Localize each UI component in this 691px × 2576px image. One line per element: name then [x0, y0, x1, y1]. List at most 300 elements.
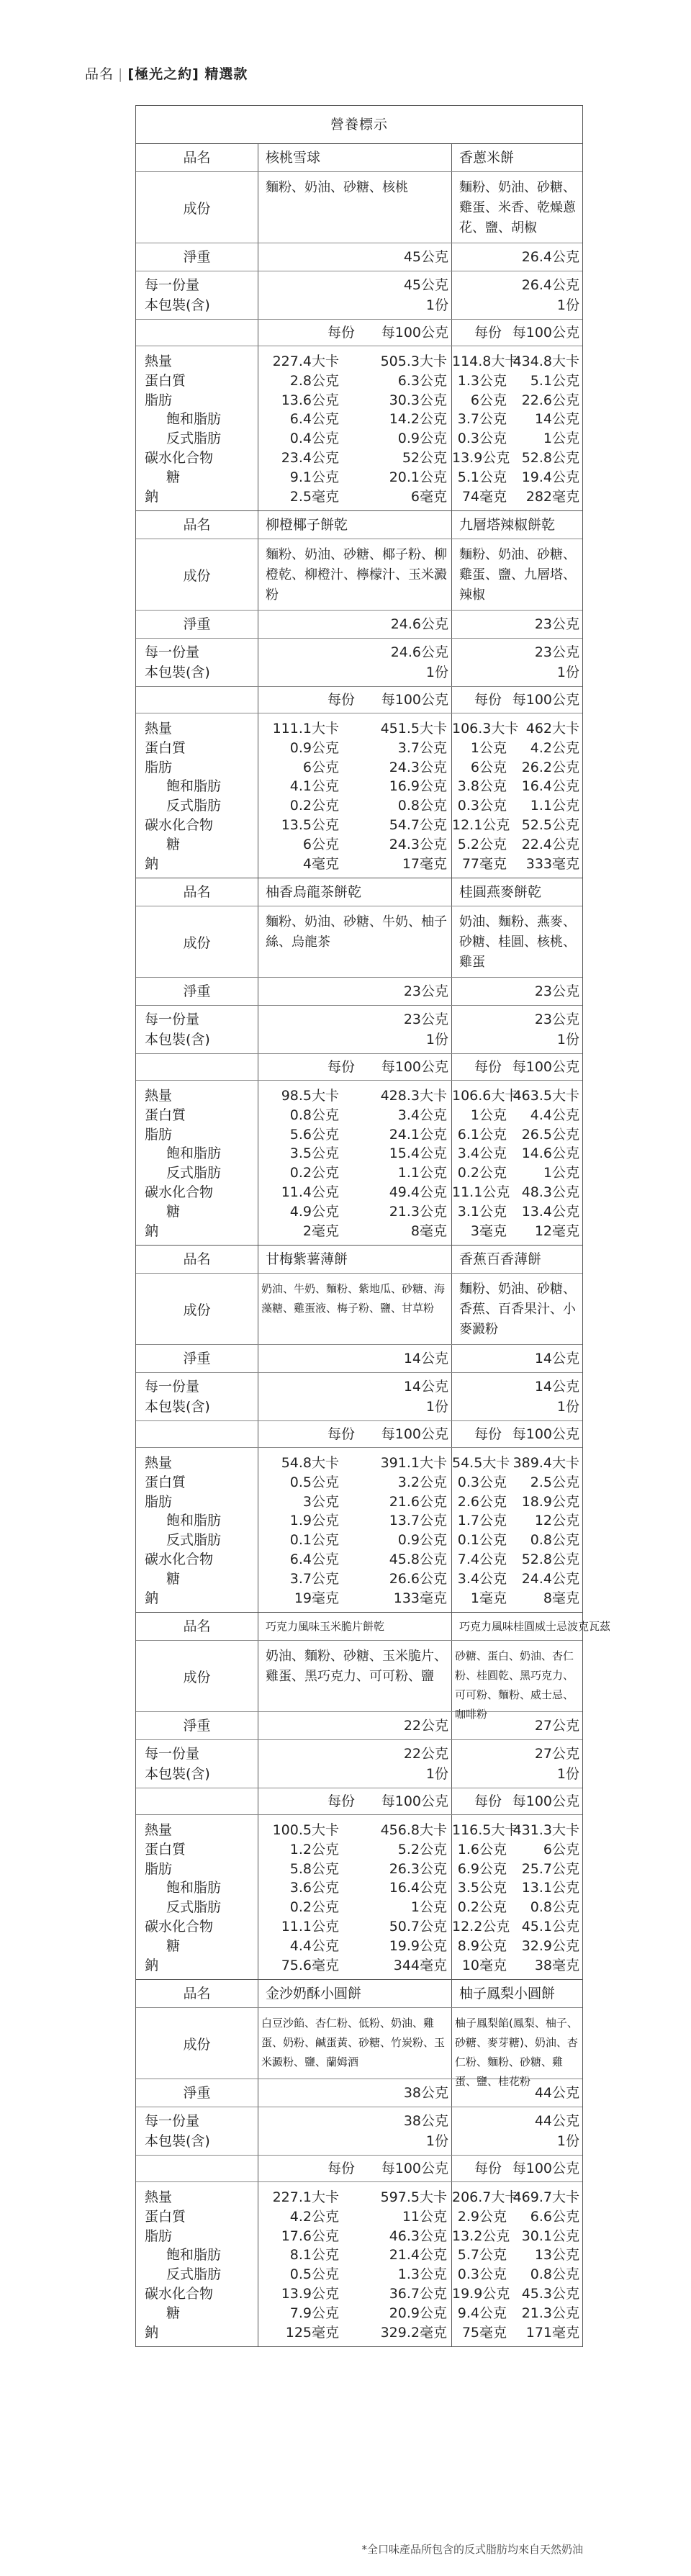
- per-100g-carb: 48.3公克: [521, 1184, 579, 1200]
- column-header-row: [136, 1054, 582, 1081]
- per-100g-trans: 0.9公克: [397, 431, 447, 447]
- per-serving-protein: 2.8公克: [289, 372, 339, 389]
- per-serving-energy: 227.4大卡: [272, 353, 339, 369]
- net-weight-left: 24.6公克: [258, 611, 452, 638]
- per-serving-header: 每份: [327, 2161, 355, 2176]
- nutrient-label-carb: 碳水化合物: [145, 1918, 214, 1935]
- per-100g-energy: 451.5大卡: [380, 721, 447, 737]
- per-serving-fat: 5.6公克: [289, 1126, 339, 1143]
- per-100g-energy: 391.1大卡: [380, 1455, 447, 1471]
- column-header-row: [136, 2156, 582, 2182]
- per-100g-protein: 2.5公克: [530, 1474, 579, 1490]
- serving-size: 22公克: [403, 1746, 448, 1762]
- serving-size: 45公克: [403, 277, 448, 293]
- per-100g-column: [507, 1454, 579, 1608]
- product-block: [136, 878, 582, 1246]
- per-serving-column: [452, 352, 519, 506]
- nutrient-label-protein: 蛋白質: [145, 2208, 186, 2225]
- per-serving-carb: 11.1公克: [452, 1184, 510, 1200]
- nutrient-label-fat: 脂肪: [145, 1860, 173, 1877]
- per-serving-carb: 13.5公克: [281, 816, 339, 833]
- per-100g-energy: 456.8大卡: [380, 1822, 447, 1838]
- nutrient-values-left: [258, 2182, 452, 2346]
- net-weight-left: 45公克: [258, 243, 452, 271]
- per-100g-energy: 389.4大卡: [512, 1455, 579, 1471]
- net-weight-row: [136, 1712, 582, 1740]
- per-serving-protein: 4.2公克: [289, 2208, 339, 2225]
- net-weight-right: 44公克: [534, 2085, 579, 2101]
- per-100g-protein: 3.2公克: [397, 1474, 447, 1490]
- per-serving-column: [452, 2188, 519, 2342]
- nutrient-labels: [136, 713, 258, 878]
- per-serving-energy: 206.7大卡: [452, 2189, 519, 2205]
- per-serving-fat: 6.9公克: [457, 1860, 507, 1877]
- per-serving-carb: 11.4公克: [281, 1184, 339, 1200]
- per-100g-sat: 13.7公克: [389, 1513, 447, 1529]
- nutrient-values-left: [258, 346, 452, 510]
- ingredients-right: 柚子鳳梨餡(鳳梨、柚子、砂糖、麥芽糖)、奶油、杏仁粉、麵粉、砂糖、雞蛋、鹽、桂花粉: [455, 2017, 578, 2088]
- product-block: [136, 1246, 582, 1613]
- ingredients-left: 白豆沙餡、杏仁粉、低粉、奶油、雞蛋、奶粉、鹹蛋黃、砂糖、竹炭粉、玉米澱粉、鹽、蘭姆酒: [258, 2008, 452, 2079]
- serving-size-label: 每一份量: [145, 1746, 200, 1762]
- per-100g-sugar: 26.6公克: [389, 1570, 447, 1587]
- ingredients-label: 成份: [136, 1274, 258, 1344]
- per-serving-sugar: 9.4公克: [457, 2305, 507, 2321]
- per-serving-energy: 98.5大卡: [281, 1088, 339, 1104]
- per-serving-sodium: 2毫克: [302, 1222, 339, 1239]
- per-100g-sodium: 282毫克: [525, 488, 579, 505]
- serving-label: [136, 2107, 258, 2155]
- nutrient-values-left: [258, 1815, 452, 1979]
- header-blank: [136, 1054, 258, 1080]
- per-100g-header: 每100公克: [512, 1426, 579, 1442]
- per-serving-sodium: 74毫克: [461, 488, 507, 505]
- name-label: 品名: [136, 878, 258, 906]
- per-100g-fat: 30.3公克: [389, 392, 447, 408]
- per-100g-protein: 11公克: [402, 2208, 447, 2225]
- name-label: 品名: [136, 1613, 258, 1640]
- serving-size: 38公克: [403, 2113, 448, 2129]
- per-100g-fat: 24.1公克: [389, 1126, 447, 1143]
- per-100g-fat: 46.3公克: [389, 2228, 447, 2244]
- per-serving-sodium: 77毫克: [461, 855, 507, 872]
- per-serving-fat: 6.1公克: [457, 1126, 507, 1143]
- nutrient-labels: [136, 346, 258, 510]
- per-100g-header: 每100公克: [381, 1426, 448, 1442]
- servings-per-package-label: 本包裝(含): [145, 1766, 210, 1782]
- product-name-left: 核桃雪球: [258, 144, 452, 171]
- per-100g-sugar: 21.3公克: [389, 1203, 447, 1220]
- per-serving-sat: 3.6公克: [289, 1880, 339, 1896]
- per-serving-energy: 54.8大卡: [281, 1455, 339, 1471]
- nutrient-label-sugar: 糖: [166, 2305, 181, 2321]
- nutrient-label-protein: 蛋白質: [145, 1107, 186, 1123]
- nutrient-label-sodium: 鈉: [145, 2324, 159, 2341]
- per-100g-energy: 469.7大卡: [512, 2189, 579, 2205]
- nutrient-values-right: [452, 1081, 582, 1245]
- servings-count: 1份: [425, 1399, 448, 1415]
- per-serving-energy: 54.5大卡: [452, 1455, 510, 1471]
- per-serving-sat: 4.1公克: [289, 778, 339, 795]
- ingredients-row: [136, 1641, 582, 1721]
- per-serving-header: 每份: [474, 1793, 502, 1809]
- per-serving-sat: 8.1公克: [289, 2247, 339, 2264]
- nutrients-row: [136, 1448, 582, 1612]
- nutrient-label-sodium: 鈉: [145, 1222, 159, 1239]
- per-100g-protein: 4.2公克: [530, 739, 579, 756]
- per-serving-energy: 111.1大卡: [272, 721, 339, 737]
- per-serving-column: [258, 1821, 339, 1975]
- per-serving-sodium: 125毫克: [285, 2324, 339, 2341]
- nutrient-label-trans: 反式脂肪: [166, 431, 222, 447]
- per-100g-sugar: 24.3公克: [389, 836, 447, 852]
- serving-row: [136, 1373, 582, 1421]
- name-row: [136, 1246, 582, 1274]
- nutrient-values-right: [452, 1815, 582, 1979]
- net-weight-row: [136, 243, 582, 271]
- name-label: 品名: [136, 1246, 258, 1273]
- name-row: [136, 878, 582, 906]
- per-100g-energy: 428.3大卡: [380, 1088, 447, 1104]
- net-weight-label: 淨重: [136, 243, 258, 271]
- per-100g-column: [339, 1821, 447, 1975]
- per-100g-fat: 30.1公克: [521, 2228, 579, 2244]
- per-100g-sat: 14公克: [534, 411, 579, 428]
- per-100g-fat: 26.5公克: [521, 1126, 579, 1143]
- per-100g-carb: 45.3公克: [521, 2285, 579, 2302]
- serving-label: [136, 271, 258, 319]
- per-serving-column: [258, 719, 339, 873]
- per-100g-sugar: 19.4公克: [521, 469, 579, 485]
- per-serving-column: [258, 1086, 339, 1240]
- per-100g-header: 每100公克: [381, 1059, 448, 1075]
- nutrients-row: [136, 1081, 582, 1245]
- per-serving-header: 每份: [327, 1059, 355, 1075]
- ingredients-right: 砂糖、蛋白、奶油、杏仁粉、桂圓乾、黑巧克力、可可粉、麵粉、威士忌、咖啡粉: [455, 1649, 574, 1721]
- per-serving-protein: 0.3公克: [457, 1474, 507, 1490]
- per-100g-sugar: 19.9公克: [389, 1937, 447, 1954]
- per-100g-sodium: 6毫克: [410, 488, 447, 505]
- per-100g-sat: 15.4公克: [389, 1145, 447, 1162]
- net-weight-label: 淨重: [136, 1712, 258, 1739]
- per-serving-sugar: 6公克: [302, 836, 339, 852]
- per-100g-protein: 6.3公克: [397, 372, 447, 389]
- per-100g-column: [507, 719, 579, 873]
- ingredients-left: 麵粉、奶油、砂糖、椰子粉、柳橙乾、柳橙汁、檸檬汁、玉米澱粉: [258, 539, 452, 610]
- per-100g-fat: 26.2公克: [521, 759, 579, 775]
- per-serving-sugar: 4.9公克: [289, 1203, 339, 1220]
- per-100g-header: 每100公克: [512, 1059, 579, 1075]
- per-100g-carb: 52.8公克: [521, 1551, 579, 1567]
- nutrient-columns: [258, 1815, 451, 1975]
- per-100g-sugar: 32.9公克: [521, 1937, 579, 1954]
- per-serving-sat: 3.5公克: [289, 1145, 339, 1162]
- per-100g-header: 每100公克: [381, 692, 448, 708]
- per-100g-energy: 463.5大卡: [512, 1088, 579, 1104]
- per-100g-carb: 49.4公克: [389, 1184, 447, 1200]
- net-weight-right: 14公克: [534, 1351, 579, 1366]
- serving-values-right: [452, 1006, 582, 1053]
- serving-label: [136, 1373, 258, 1420]
- per-100g-trans: 1公克: [410, 1899, 447, 1916]
- per-100g-sugar: 24.4公克: [521, 1570, 579, 1587]
- nutrient-values-left: [258, 1448, 452, 1612]
- nutrient-label-carb: 碳水化合物: [145, 449, 214, 466]
- nutrient-columns: [258, 2182, 451, 2342]
- per-serving-fat: 3公克: [302, 1493, 339, 1510]
- column-header-row: [136, 320, 582, 346]
- per-serving-sodium: 3毫克: [470, 1222, 507, 1239]
- per-100g-trans: 1公克: [543, 1165, 579, 1181]
- column-header-left: [258, 687, 452, 713]
- per-serving-trans: 0.1公克: [457, 1532, 507, 1549]
- per-100g-sodium: 329.2毫克: [380, 2324, 447, 2341]
- serving-size: 23公克: [534, 1012, 579, 1027]
- per-serving-column: [452, 719, 519, 873]
- per-100g-sugar: 20.1公克: [389, 469, 447, 485]
- per-100g-carb: 36.7公克: [389, 2285, 447, 2302]
- per-serving-sugar: 9.1公克: [289, 469, 339, 485]
- serving-size: 14公克: [534, 1379, 579, 1395]
- nutrient-columns: [452, 2182, 582, 2342]
- ingredients-label: 成份: [136, 2008, 258, 2079]
- per-100g-column: [339, 1454, 447, 1608]
- product-name-right: 九層塔辣椒餅乾: [459, 517, 556, 533]
- per-serving-sodium: 4毫克: [302, 855, 339, 872]
- per-serving-protein: 0.8公克: [289, 1107, 339, 1123]
- column-header-right: [452, 687, 582, 713]
- serving-row: [136, 2107, 582, 2156]
- ingredients-left: 麵粉、奶油、砂糖、核桃: [258, 172, 452, 243]
- nutrient-label-fat: 脂肪: [145, 1493, 173, 1510]
- per-serving-sugar: 5.2公克: [457, 836, 507, 852]
- serving-values-left: [258, 1006, 452, 1053]
- servings-count: 1份: [425, 1032, 448, 1048]
- nutrient-label-fat: 脂肪: [145, 759, 173, 775]
- per-serving-sodium: 10毫克: [461, 1957, 507, 1973]
- net-weight-left: 14公克: [258, 1345, 452, 1372]
- per-100g-sat: 14.2公克: [389, 411, 447, 428]
- nutrient-columns: [258, 1081, 451, 1240]
- column-header-right: [452, 1421, 582, 1447]
- nutrient-label-energy: 熱量: [145, 1455, 173, 1471]
- per-serving-energy: 116.5大卡: [452, 1822, 519, 1838]
- nutrient-labels: [136, 1081, 258, 1245]
- per-serving-carb: 6.4公克: [289, 1551, 339, 1567]
- per-100g-sat: 16.4公克: [521, 778, 579, 795]
- nutrient-label-sodium: 鈉: [145, 855, 159, 872]
- per-serving-carb: 13.9公克: [452, 449, 510, 466]
- ingredients-row: [136, 172, 582, 243]
- heading-separator: |: [118, 66, 124, 82]
- product-block: [136, 1613, 611, 1980]
- product-name-right: 香蔥米餅: [459, 150, 515, 166]
- per-100g-sodium: 171毫克: [525, 2324, 579, 2341]
- servings-per-package-label: 本包裝(含): [145, 1399, 210, 1415]
- net-weight-label: 淨重: [136, 611, 258, 638]
- per-serving-fat: 17.6公克: [281, 2228, 339, 2244]
- nutrient-label-sugar: 糖: [166, 469, 181, 485]
- per-serving-energy: 106.3大卡: [452, 721, 519, 737]
- nutrient-columns: [452, 713, 582, 873]
- per-serving-sat: 3.7公克: [457, 411, 507, 428]
- per-serving-header: 每份: [474, 1426, 502, 1442]
- per-serving-fat: 2.6公克: [457, 1493, 507, 1510]
- header-blank: [136, 1788, 258, 1814]
- serving-values-right: [452, 639, 582, 686]
- per-serving-carb: 13.9公克: [281, 2285, 339, 2302]
- servings-per-package-label: 本包裝(含): [145, 1032, 210, 1048]
- servings-count: 1份: [556, 1032, 579, 1048]
- product-name-left: 甘梅紫薯薄餅: [258, 1246, 452, 1273]
- per-100g-sodium: 17毫克: [402, 855, 447, 872]
- per-serving-sodium: 2.5毫克: [289, 488, 339, 505]
- product-name-left: 柚香烏龍茶餅乾: [258, 878, 452, 906]
- nutrient-label-sat: 飽和脂肪: [166, 778, 222, 795]
- name-row: [136, 144, 582, 172]
- column-header-right: [452, 2156, 582, 2181]
- serving-row: [136, 271, 582, 320]
- per-100g-trans: 0.8公克: [530, 1899, 579, 1916]
- per-100g-protein: 5.1公克: [530, 372, 579, 389]
- per-100g-trans: 0.8公克: [530, 1532, 579, 1549]
- per-100g-fat: 22.6公克: [521, 392, 579, 408]
- ingredients-right: 麵粉、奶油、砂糖、香蕉、百香果汁、小麥澱粉: [459, 1282, 576, 1337]
- header-blank: [136, 2156, 258, 2181]
- per-100g-protein: 3.4公克: [397, 1107, 447, 1123]
- per-serving-protein: 1公克: [470, 739, 507, 756]
- column-header-right: [452, 1788, 582, 1814]
- nutrient-values-right: [452, 346, 582, 510]
- per-100g-sodium: 12毫克: [534, 1222, 579, 1239]
- per-serving-energy: 106.6大卡: [452, 1088, 519, 1104]
- per-serving-header: 每份: [474, 2161, 502, 2176]
- per-100g-trans: 1公克: [543, 431, 579, 447]
- per-100g-trans: 0.8公克: [530, 2266, 579, 2283]
- net-weight-left: 23公克: [258, 978, 452, 1005]
- serving-size: 14公克: [403, 1379, 448, 1395]
- per-serving-protein: 0.9公克: [289, 739, 339, 756]
- per-100g-trans: 0.9公克: [397, 1532, 447, 1549]
- per-serving-column: [258, 1454, 339, 1608]
- nutrient-values-right: [452, 1448, 582, 1612]
- net-weight-left: 38公克: [258, 2079, 452, 2107]
- nutrient-values-right: [452, 713, 582, 878]
- nutrient-label-energy: 熱量: [145, 353, 173, 369]
- serving-row: [136, 1006, 582, 1054]
- per-100g-carb: 45.8公克: [389, 1551, 447, 1567]
- per-100g-carb: 50.7公克: [389, 1918, 447, 1935]
- serving-values-right: [452, 271, 582, 319]
- per-100g-column: [339, 719, 447, 873]
- net-weight-row: [136, 1345, 582, 1373]
- per-100g-column: [339, 2188, 447, 2342]
- header-blank: [136, 320, 258, 346]
- per-100g-trans: 0.8公克: [397, 798, 447, 814]
- serving-size-label: 每一份量: [145, 644, 200, 660]
- ingredients-row: [136, 906, 582, 978]
- per-100g-sugar: 21.3公克: [521, 2305, 579, 2321]
- column-header-row: [136, 1788, 582, 1815]
- per-serving-carb: 19.9公克: [452, 2285, 510, 2302]
- ingredients-left: 奶油、牛奶、麵粉、紫地瓜、砂糖、海藻糖、雞蛋液、梅子粉、鹽、甘草粉: [258, 1274, 452, 1344]
- per-100g-trans: 1.1公克: [530, 798, 579, 814]
- serving-label: [136, 1006, 258, 1053]
- net-weight-right: 26.4公克: [521, 249, 579, 265]
- nutrients-row: [136, 2182, 582, 2346]
- name-label: 品名: [136, 1980, 258, 2007]
- nutrient-label-protein: 蛋白質: [145, 372, 186, 389]
- nutrient-label-sodium: 鈉: [145, 488, 159, 505]
- per-100g-fat: 18.9公克: [521, 1493, 579, 1510]
- nutrient-label-carb: 碳水化合物: [145, 2285, 214, 2302]
- heading-label: 品名: [85, 66, 114, 82]
- serving-label: [136, 639, 258, 686]
- name-row: [136, 1980, 582, 2008]
- servings-count: 1份: [425, 1766, 448, 1782]
- net-weight-label: 淨重: [136, 2079, 258, 2107]
- servings-count: 1份: [425, 297, 448, 313]
- per-serving-sat: 5.7公克: [457, 2247, 507, 2264]
- per-100g-column: [507, 352, 579, 506]
- per-serving-trans: 0.3公克: [457, 2266, 507, 2283]
- per-serving-energy: 227.1大卡: [272, 2189, 339, 2205]
- per-serving-protein: 0.5公克: [289, 1474, 339, 1490]
- per-100g-sodium: 333毫克: [525, 855, 579, 872]
- ingredients-row: [136, 1274, 582, 1345]
- per-serving-protein: 1.2公克: [289, 1841, 339, 1857]
- per-100g-trans: 1.1公克: [397, 1165, 447, 1181]
- product-heading: [85, 63, 248, 83]
- nutrient-label-sat: 飽和脂肪: [166, 1513, 222, 1529]
- per-100g-protein: 5.2公克: [397, 1841, 447, 1857]
- per-serving-header: 每份: [474, 325, 502, 341]
- per-serving-sat: 3.8公克: [457, 778, 507, 795]
- per-100g-header: 每100公克: [512, 692, 579, 708]
- ingredients-label: 成份: [136, 539, 258, 610]
- per-serving-fat: 6公克: [470, 392, 507, 408]
- per-100g-sugar: 20.9公克: [389, 2305, 447, 2321]
- nutrient-label-sat: 飽和脂肪: [166, 1145, 222, 1162]
- nutrient-label-protein: 蛋白質: [145, 1841, 186, 1857]
- per-serving-trans: 0.1公克: [289, 1532, 339, 1549]
- serving-label: [136, 1740, 258, 1788]
- per-serving-header: 每份: [327, 325, 355, 341]
- per-serving-column: [258, 2188, 339, 2342]
- servings-count: 1份: [556, 665, 579, 680]
- per-100g-column: [507, 2188, 579, 2342]
- name-label: 品名: [136, 144, 258, 171]
- nutrient-label-trans: 反式脂肪: [166, 1165, 222, 1181]
- per-100g-carb: 54.7公克: [389, 816, 447, 833]
- per-serving-sugar: 7.9公克: [289, 2305, 339, 2321]
- nutrient-label-energy: 熱量: [145, 2189, 173, 2205]
- nutrient-label-sat: 飽和脂肪: [166, 1880, 222, 1896]
- per-100g-header: 每100公克: [381, 325, 448, 341]
- serving-size: 24.6公克: [390, 644, 448, 660]
- ingredients-right: 麵粉、奶油、砂糖、雞蛋、米香、乾燥蔥花、鹽、胡椒: [459, 180, 576, 235]
- net-weight-row: [136, 978, 582, 1006]
- ingredients-left: 奶油、麵粉、砂糖、玉米脆片、雞蛋、黑巧克力、可可粉、鹽: [258, 1641, 452, 1711]
- per-100g-sodium: 38毫克: [534, 1957, 579, 1973]
- column-header-left: [258, 1788, 452, 1814]
- per-100g-carb: 45.1公克: [521, 1918, 579, 1935]
- per-serving-sugar: 4.4公克: [289, 1937, 339, 1954]
- per-serving-protein: 2.9公克: [457, 2208, 507, 2225]
- per-serving-carb: 12.2公克: [452, 1918, 510, 1935]
- servings-count: 1份: [556, 2133, 579, 2149]
- per-100g-fat: 26.3公克: [389, 1860, 447, 1877]
